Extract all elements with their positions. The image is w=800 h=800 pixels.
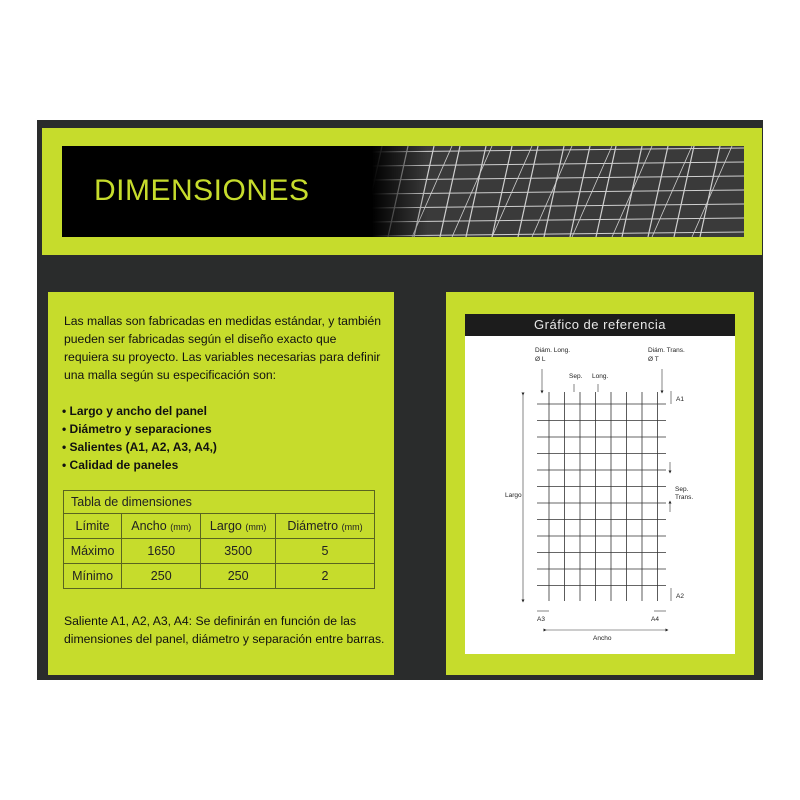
- table-row: [64, 564, 375, 589]
- outro-text: Saliente A1, A2, A3, A4: Se definirán en función de las dimensiones del panel, diámetro y separación entre barras.: [64, 614, 385, 646]
- table-cell: 5: [275, 539, 374, 564]
- reference-diagram-box: [465, 314, 735, 654]
- mesh-photo: [372, 146, 744, 237]
- table-cell: 250: [122, 564, 201, 589]
- label-a1: A1: [676, 396, 684, 403]
- label-sep: Sep.: [569, 373, 583, 380]
- table-cell: 1650: [122, 539, 201, 564]
- banner-title: DIMENSIONES: [94, 174, 310, 207]
- header-ancho: Ancho (mm): [122, 514, 201, 539]
- label-long: Long.: [592, 373, 609, 380]
- list-item: • Diámetro y separaciones: [62, 420, 217, 438]
- header-diametro: Diámetro (mm): [275, 514, 374, 539]
- dimensions-table: [63, 490, 375, 589]
- list-item: • Largo y ancho del panel: [62, 402, 217, 420]
- label-sep-trans-1: Sep.: [675, 486, 689, 493]
- label-ancho: Ancho: [593, 635, 612, 642]
- label-diam-trans: Diám. Trans.: [648, 347, 685, 354]
- banner-inner: [62, 146, 744, 237]
- table-cell: 3500: [201, 539, 276, 564]
- label-diam-long: Diám. Long.: [535, 347, 571, 354]
- header-limite: Límite: [64, 514, 122, 539]
- header-largo: Largo (mm): [201, 514, 276, 539]
- mesh-reference-diagram: [465, 336, 735, 654]
- table-cell: 250: [201, 564, 276, 589]
- banner: [42, 128, 762, 255]
- reference-panel: [446, 292, 754, 675]
- list-item: • Salientes (A1, A2, A3, A4,): [62, 438, 217, 456]
- table-header-row: [64, 514, 375, 539]
- label-sep-trans-2: Trans.: [675, 494, 694, 501]
- table-caption: Tabla de dimensiones: [64, 491, 375, 514]
- label-a4: A4: [651, 616, 659, 623]
- table-cell: Máximo: [64, 539, 122, 564]
- reference-title: Gráfico de referencia: [465, 314, 735, 336]
- list-item: • Calidad de paneles: [62, 456, 217, 474]
- label-diam-long-sym: Ø L: [535, 356, 546, 363]
- table-cell: 2: [275, 564, 374, 589]
- label-largo: Largo: [505, 492, 522, 499]
- variables-list: [62, 402, 217, 474]
- label-a3: A3: [537, 616, 545, 623]
- label-diam-trans-sym: Ø T: [648, 356, 659, 363]
- info-panel: [48, 292, 394, 675]
- label-a2: A2: [676, 593, 684, 600]
- intro-text: Las mallas son fabricadas en medidas estándar, y también pueden ser fabricadas según el diseño exacto que requiera su proyecto. Las variables necesarias para definir una malla según su especificación son:: [64, 314, 382, 382]
- table-row: [64, 539, 375, 564]
- table-cell: Mínimo: [64, 564, 122, 589]
